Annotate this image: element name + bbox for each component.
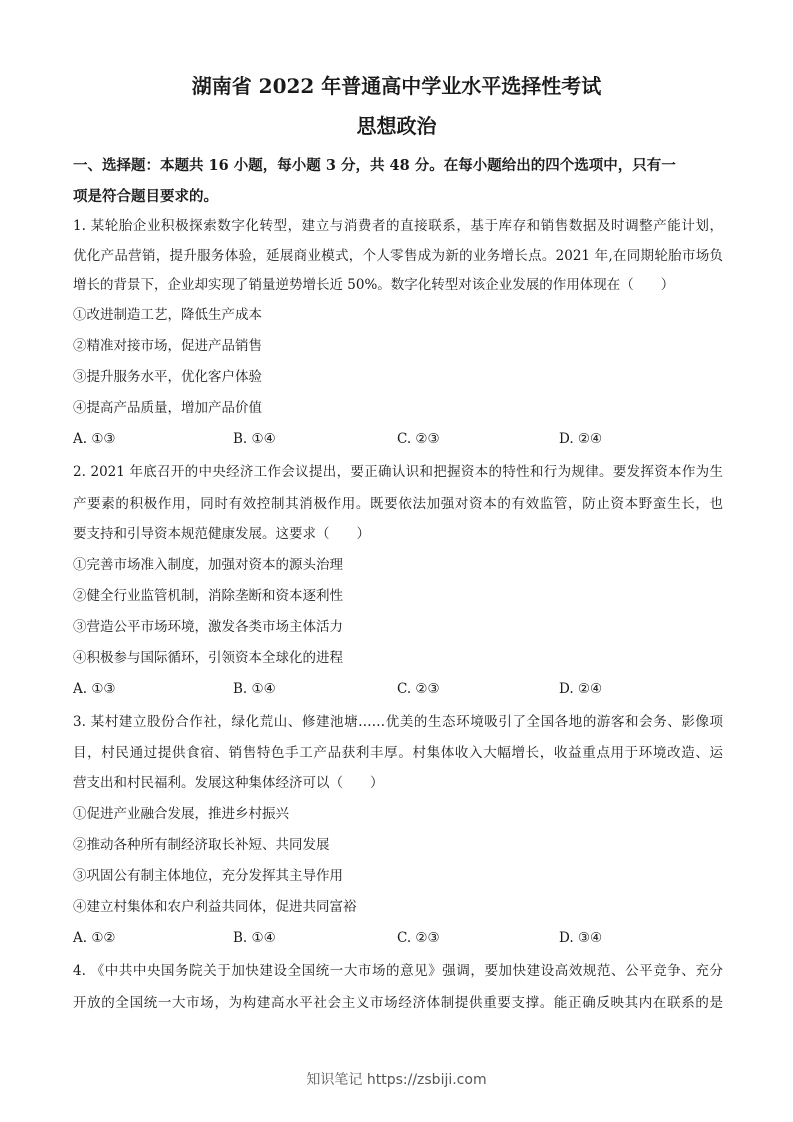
q2-option-c: C. ②③ [397,681,440,697]
q2-stem-line: 2. 2021 年底召开的中央经济工作会议提出，要正确认识和把握资本的特性和行为规律。要发挥资本作为生 [73,464,723,480]
q2-item: ①完善市场准入制度，加强对资本的源头治理 [73,557,343,573]
q1-option-a: A. ①③ [73,431,116,447]
page-title: 湖南省 2022 年普通高中学业水平选择性考试 [191,74,602,98]
q2-item: ②健全行业监管机制，消除垄断和资本逐利性 [73,588,343,604]
q1-item: ③提升服务水平，优化客户体验 [73,369,262,385]
q1-item: ②精准对接市场，促进产品销售 [73,338,262,354]
section-heading-line: 项是符合题目要求的。 [73,188,218,205]
q1-option-b: B. ①④ [233,431,276,447]
q2-option-a: A. ①③ [73,681,116,697]
q1-stem-line: 1. 某轮胎企业积极探索数字化转型，建立与消费者的直接联系，基于库存和销售数据及时调整产能计划， [73,218,723,234]
q3-item: ②推动各种所有制经济取长补短、共同发展 [73,837,330,853]
q1-stem-line: 增长的背景下，企业却实现了销量逆势增长近 50%。数字化转型对该企业发展的作用体现在（ ） [73,277,675,293]
q2-option-d: D. ②④ [559,681,603,697]
q2-item: ③营造公平市场环境，激发各类市场主体活力 [73,619,343,635]
q3-option-a: A. ①② [73,930,116,946]
q2-option-b: B. ①④ [233,681,276,697]
q3-item: ③巩固公有制主体地位，充分发挥其主导作用 [73,868,343,884]
q1-item: ①改进制造工艺，降低生产成本 [73,307,262,323]
q2-stem-line: 产要素的积极作用，同时有效控制其消极作用。既要依法加强对资本的有效监管，防止资本野蛮生长，也 [73,496,723,512]
q3-option-b: B. ①④ [233,930,276,946]
section-heading-line: 一、选择题：本题共 16 小题，每小题 3 分，共 48 分。在每小题给出的四个选项中，只有一 [73,157,676,174]
q3-option-c: C. ②③ [397,930,440,946]
q1-item: ④提高产品质量，增加产品价值 [73,400,262,416]
q1-option-d: D. ②④ [559,431,603,447]
section-heading [73,150,723,212]
q3-stem-line: 营支出和村民福利。发展这种集体经济可以（ ） [73,775,384,791]
q2-item: ④积极参与国际循环，引领资本全球化的进程 [73,650,343,666]
q1-option-c: C. ②③ [397,431,440,447]
q1-stem-line: 优化产品营销，提升服务体验，延展商业模式，个人零售成为新的业务增长点。2021 年,在同期轮胎市场负 [73,248,723,264]
q4-stem-line: 4. 《中共中央国务院关于加快建设全国统一大市场的意见》强调，要加快建设高效规范、公平竞争、充分 [73,963,723,979]
footer-watermark: 知识笔记 https://zsbiji.com [306,1072,487,1088]
q3-stem-line: 3. 某村建立股份合作社，绿化荒山、修建池塘……优美的生态环境吸引了全国各地的游客和会务、影像项 [73,714,723,730]
page-subtitle: 思想政治 [356,114,437,138]
q3-stem-line: 目，村民通过提供食宿、销售特色手工产品获利丰厚。村集体收入大幅增长，收益重点用于环境改造、运 [73,745,723,761]
q3-item: ④建立村集体和农户利益共同体，促进共同富裕 [73,899,357,915]
q3-option-d: D. ③④ [559,930,603,946]
q3-item: ①促进产业融合发展，推进乡村振兴 [73,806,289,822]
q4-stem-line: 开放的全国统一大市场，为构建高水平社会主义市场经济体制提供重要支撑。能正确反映其内在联系的是 [73,995,723,1011]
q2-stem-line: 要支持和引导资本规范健康发展。这要求（ ） [73,526,370,542]
